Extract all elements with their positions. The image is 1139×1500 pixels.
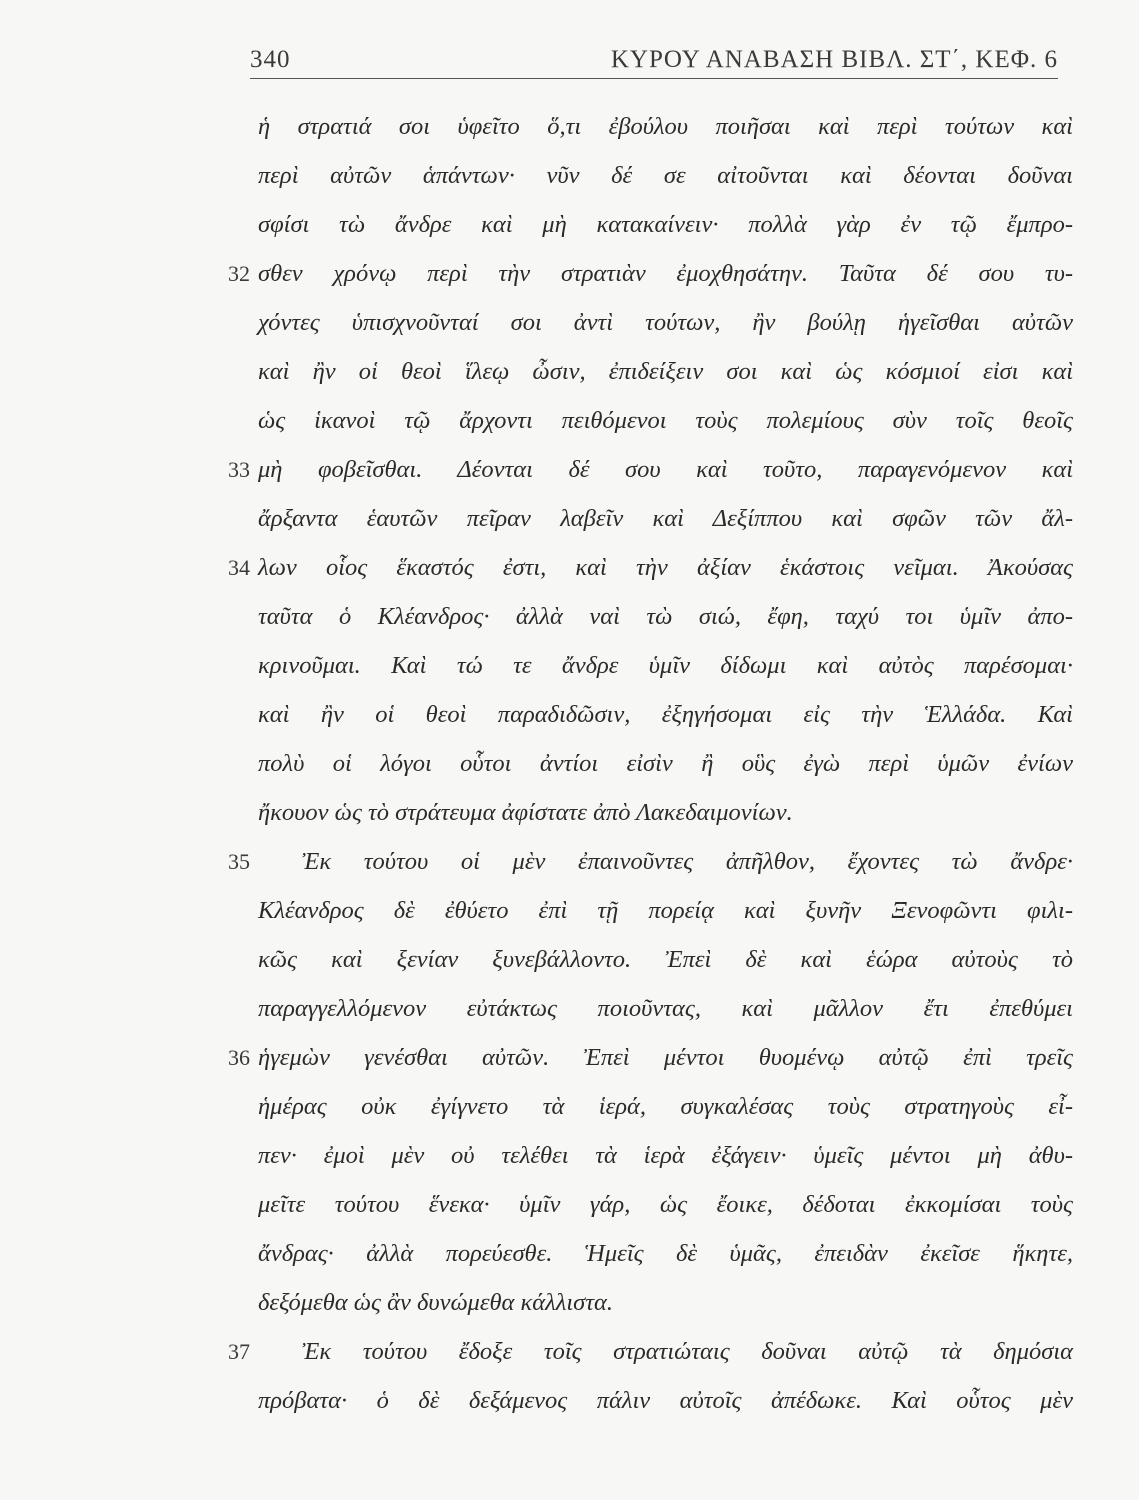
header-rule: [250, 78, 1058, 79]
section-number: 35: [228, 849, 250, 874]
section-number: 34: [228, 555, 250, 580]
text-line: μὴ φοβεῖσθαι. Δέονται δέ σου καὶ τοῦτο, παραγενόμενον καὶ: [258, 456, 1073, 483]
text-line: κρινοῦμαι. Καὶ τώ τε ἄνδρε ὑμῖν δίδωμι καὶ αὐτὸς παρέσομαι·: [258, 652, 1073, 679]
text-line: πεν· ἐμοὶ μὲν οὐ τελέθει τὰ ἱερὰ ἐξάγειν· ὑμεῖς μέντοι μὴ ἀθυ-: [258, 1142, 1073, 1169]
text-line: ἄρξαντα ἑαυτῶν πεῖραν λαβεῖν καὶ Δεξίππου καὶ σφῶν τῶν ἄλ-: [258, 505, 1073, 532]
text-line: ἡ στρατιά σοι ὑφεῖτο ὅ,τι ἐβούλου ποιῆσαι καὶ περὶ τούτων καὶ: [258, 113, 1073, 140]
text-line: ὡς ἱκανοὶ τῷ ἄρχοντι πειθόμενοι τοὺς πολεμίους σὺν τοῖς θεοῖς: [258, 407, 1073, 434]
text-line: πολὺ οἱ λόγοι οὗτοι ἀντίοι εἰσὶν ἢ οὓς ἐγὼ περὶ ὑμῶν ἐνίων: [258, 750, 1073, 777]
text-line: πρόβατα· ὁ δὲ δεξάμενος πάλιν αὐτοῖς ἀπέδωκε. Καὶ οὗτος μὲν: [258, 1387, 1073, 1414]
text-line: σθεν χρόνῳ περὶ τὴν στρατιὰν ἐμοχθησάτην. Ταῦτα δέ σου τυ-: [258, 260, 1073, 287]
section-number: 36: [228, 1045, 250, 1070]
text-line: παραγγελλόμενον εὐτάκτως ποιοῦντας, καὶ μᾶλλον ἔτι ἐπεθύμει: [258, 995, 1073, 1022]
section-number: 33: [228, 457, 250, 482]
text-line: δεξόμεθα ὡς ἂν δυνώμεθα κάλλιστα.: [258, 1289, 614, 1316]
text-line: περὶ αὐτῶν ἁπάντων· νῦν δέ σε αἰτοῦνται καὶ δέονται δοῦναι: [258, 162, 1073, 189]
text-line: χόντες ὑπισχνοῦνταί σοι ἀντὶ τούτων, ἢν βούλῃ ἡγεῖσθαι αὐτῶν: [258, 309, 1073, 336]
text-line: καὶ ἢν οἱ θεοὶ παραδιδῶσιν, ἐξηγήσομαι εἰς τὴν Ἑλλάδα. Καὶ: [258, 701, 1073, 728]
text-line: λων οἷος ἕκαστός ἐστι, καὶ τὴν ἀξίαν ἑκάστοις νεῖμαι. Ἀκούσας: [258, 554, 1073, 581]
text-line: ἡμέρας οὐκ ἐγίγνετο τὰ ἱερά, συγκαλέσας τοὺς στρατηγοὺς εἶ-: [258, 1093, 1073, 1120]
section-number: 32: [228, 261, 250, 286]
page-header: [250, 40, 1058, 80]
section-number: 37: [228, 1339, 250, 1364]
text-line: ἡγεμὼν γενέσθαι αὐτῶν. Ἐπεὶ μέντοι θυομένῳ αὐτῷ ἐπὶ τρεῖς: [258, 1044, 1073, 1071]
text-line: Κλέανδρος δὲ ἐθύετο ἐπὶ τῇ πορείᾳ καὶ ξυνῆν Ξενοφῶντι φιλι-: [258, 897, 1073, 924]
text-line: κῶς καὶ ξενίαν ξυνεβάλλοντο. Ἐπεὶ δὲ καὶ ἑώρα αὐτοὺς τὸ: [258, 946, 1073, 973]
text-line: Ἐκ τούτου οἱ μὲν ἐπαινοῦντες ἀπῆλθον, ἔχοντες τὼ ἄνδρε·: [302, 848, 1073, 875]
text-line: σφίσι τὼ ἄνδρε καὶ μὴ κατακαίνειν· πολλὰ γὰρ ἐν τῷ ἔμπρο-: [258, 211, 1073, 238]
page-number: 340: [250, 46, 291, 73]
text-line: ἄνδρας· ἀλλὰ πορεύεσθε. Ἡμεῖς δὲ ὑμᾶς, ἐπειδὰν ἐκεῖσε ἥκητε,: [258, 1240, 1073, 1267]
running-title: ΚΥΡΟΥ ΑΝΑΒΑΣΗ ΒΙΒΛ. ΣΤ΄, ΚΕΦ. 6: [610, 46, 1058, 73]
text-line: μεῖτε τούτου ἕνεκα· ὑμῖν γάρ, ὡς ἔοικε, δέδοται ἐκκομίσαι τοὺς: [258, 1191, 1073, 1218]
text-line: καὶ ἢν οἱ θεοὶ ἵλεῳ ὦσιν, ἐπιδείξειν σοι καὶ ὡς κόσμιοί εἰσι καὶ: [258, 358, 1073, 385]
text-line: ἤκουον ὡς τὸ στράτευμα ἀφίστατε ἀπὸ Λακεδαιμονίων.: [258, 799, 793, 826]
text-line: Ἐκ τούτου ἔδοξε τοῖς στρατιώταις δοῦναι αὐτῷ τὰ δημόσια: [302, 1338, 1073, 1365]
text-line: ταῦτα ὁ Κλέανδρος· ἀλλὰ ναὶ τὼ σιώ, ἔφη, ταχύ τοι ὑμῖν ἀπο-: [258, 603, 1073, 630]
